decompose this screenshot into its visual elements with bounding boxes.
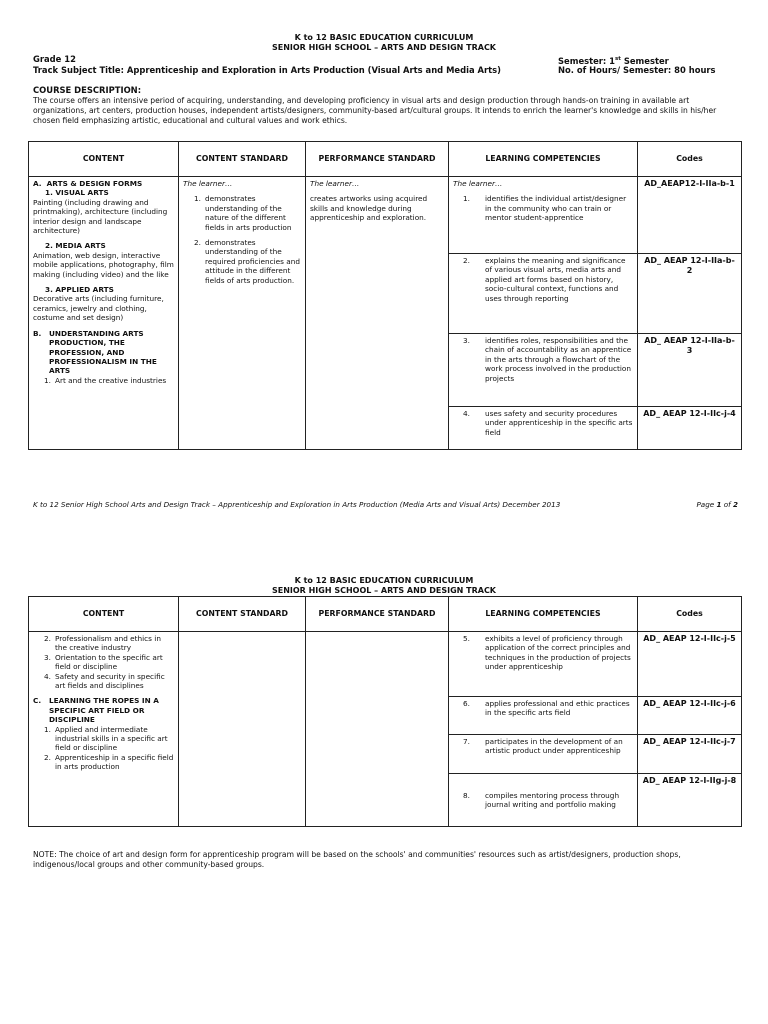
col-header-performance-standard: PERFORMANCE STANDARD xyxy=(306,142,449,177)
list-item: 1. demonstrates understanding of the nature of the different fields in arts production xyxy=(194,194,292,232)
competency-item: 6. applies professional and ethic practices in the specific arts field xyxy=(463,699,630,718)
code-cell: AD_ AEAP 12-I-IIg-j-8 xyxy=(638,774,742,827)
table-header-row xyxy=(29,142,742,177)
competency-item: 5. exhibits a level of proficiency through application of the correct principles and techniques in the production of projects under apprenticeship xyxy=(463,634,631,672)
performance-standard-cell xyxy=(306,177,449,450)
col-header-learning-competencies: LEARNING COMPETENCIES xyxy=(449,142,638,177)
applied-arts-text: Decorative arts (including furniture, ceramics, jewelry and clothing, costume and set design) xyxy=(33,294,164,323)
competency-cell xyxy=(449,774,638,827)
track-subject-title: Track Subject Title: Apprenticeship and Exploration in Arts Production (Visual Arts and Media Arts) xyxy=(33,65,501,75)
curriculum-header: K to 12 BASIC EDUCATION CURRICULUM xyxy=(294,33,474,42)
competency-cell xyxy=(449,697,638,735)
col-header-content: CONTENT xyxy=(29,142,179,177)
content-standard-cell xyxy=(179,177,306,450)
section-c-heading: C. LEARNING THE ROPES IN A SPECIFIC ART FIELD OR DISCIPLINE xyxy=(33,696,159,725)
col-header-performance-standard: PERFORMANCE STANDARD xyxy=(306,597,449,632)
competency-item: 7. participates in the development of an artistic product under apprenticeship xyxy=(463,737,623,756)
col-header-content-standard: CONTENT STANDARD xyxy=(179,142,306,177)
code-cell: AD_ AEAP 12-I-IIc-j-7 xyxy=(638,735,742,774)
section-b-heading: B. UNDERSTANDING ARTS PRODUCTION, THE PROFESSION, AND PROFESSIONALISM IN THE ARTS xyxy=(33,328,157,376)
competency-cell xyxy=(449,177,638,254)
code-cell: AD_ AEAP 12-I-IIa-b-2 xyxy=(638,254,742,334)
footer-text: K to 12 Senior High School Arts and Design Track – Apprenticeship and Exploration in Arts Production (Media Arts and Visual Arts) December 2013 xyxy=(33,500,561,509)
code-cell: AD_ AEAP 12-I-IIc-j-4 xyxy=(638,407,742,450)
code-cell: AD_AEAP12-I-IIa-b-1 xyxy=(638,177,742,254)
list-item: 2. demonstrates understanding of the required proficiencies and attitude in the different fields of arts production. xyxy=(194,238,300,285)
page-2 xyxy=(0,568,768,1024)
competency-cell xyxy=(449,334,638,407)
content-cell xyxy=(29,632,179,827)
list-item: 2. Professionalism and ethics in the creative industry xyxy=(44,634,161,653)
curriculum-header: K to 12 BASIC EDUCATION CURRICULUM xyxy=(294,576,474,585)
applied-arts-heading: 3. APPLIED ARTS xyxy=(45,285,114,295)
performance-standard-text: creates artworks using acquired skills and knowledge during apprenticeship and exploration. xyxy=(310,194,428,223)
page-gap xyxy=(0,530,768,568)
curriculum-table-page1 xyxy=(28,141,742,450)
page-number: Page 1 of 2 xyxy=(696,500,738,509)
media-arts-text: Animation, web design, interactive mobile applications, photography, film making (including video) and the like xyxy=(33,250,174,279)
table-row xyxy=(29,177,742,254)
col-header-learning-competencies: LEARNING COMPETENCIES xyxy=(449,597,638,632)
page-footer xyxy=(33,500,738,509)
col-header-content: CONTENT xyxy=(29,597,179,632)
course-description: The course offers an intensive period of acquiring, understanding, and developing proficiency in visual arts and design production through hands-on training in available art organizations, art centers, production houses, independent artists/designers, community-based art/cultural groups. It intends to enrich the learner's knowledge and skills in his/her chosen field emphasizing artistic, educational and cultural values and work ethics. xyxy=(33,96,717,125)
content-standard-lead: The learner… xyxy=(183,179,233,188)
curriculum-table-page2 xyxy=(28,596,742,827)
list-item: 1. Applied and intermediate industrial skills in a specific art field or discipline xyxy=(44,724,168,753)
media-arts-heading: 2. MEDIA ARTS xyxy=(45,241,106,251)
course-description-title: COURSE DESCRIPTION: xyxy=(33,85,142,95)
hours-label: No. of Hours/ Semester: 80 hours xyxy=(558,65,716,75)
apprenticeship-note: NOTE: The choice of art and design form for apprenticeship program will be based on the schools' and communities' resources such as artist/designers, production shops, indigenous/local groups and other community-based groups. xyxy=(33,850,681,869)
col-header-codes: Codes xyxy=(638,142,742,177)
competency-item: 3. identifies roles, responsibilities and the chain of accountability as an apprentice in the arts through a flowchart of the work process involved in the production projects xyxy=(463,336,632,383)
col-header-content-standard: CONTENT STANDARD xyxy=(179,597,306,632)
competency-cell xyxy=(449,735,638,774)
competency-item: 1. identifies the individual artist/designer in the community who can train or mentor student-apprentice xyxy=(463,194,627,223)
content-standard-cell xyxy=(179,632,306,827)
grade-label: Grade 12 xyxy=(33,54,76,64)
list-item: 3. Orientation to the specific art field or discipline xyxy=(44,652,163,672)
list-item: 4. Safety and security in specific art fields and disciplines xyxy=(44,671,165,691)
table-row xyxy=(29,632,742,697)
visual-arts-text: Painting (including drawing and printmaking), architecture (including interior design and landscape architecture) xyxy=(33,197,168,236)
list-item: 2. Apprenticeship in a specific field in arts production xyxy=(44,752,174,772)
code-cell: AD_ AEAP 12-I-IIc-j-5 xyxy=(638,632,742,697)
competency-cell xyxy=(449,407,638,450)
competency-item: 2. explains the meaning and significance of various visual arts, media arts and applied art forms based on history, socio-cultural context, functions and uses through reporting xyxy=(463,256,626,303)
competency-item: 8. compiles mentoring process through journal writing and portfolio making xyxy=(463,790,620,809)
col-header-codes: Codes xyxy=(638,597,742,632)
competency-cell xyxy=(449,632,638,697)
visual-arts-heading: 1. VISUAL ARTS xyxy=(45,188,109,198)
list-item: 1. Art and the creative industries xyxy=(44,375,167,385)
competency-item: 4. uses safety and security procedures under apprenticeship in the specific arts field xyxy=(463,409,633,437)
semester-label: Semester: 1st Semester xyxy=(558,55,669,66)
content-cell xyxy=(29,177,179,450)
code-cell: AD_ AEAP 12-I-IIc-j-6 xyxy=(638,697,742,735)
section-a-heading: A. ARTS & DESIGN FORMS xyxy=(33,179,143,188)
performance-standard-cell xyxy=(306,632,449,827)
track-header: SENIOR HIGH SCHOOL – ARTS AND DESIGN TRACK xyxy=(271,43,497,52)
table-header-row xyxy=(29,597,742,632)
code-cell: AD_ AEAP 12-I-IIa-b-3 xyxy=(638,334,742,407)
competency-cell xyxy=(449,254,638,334)
performance-standard-lead: The learner… xyxy=(310,179,360,188)
competency-lead: The learner… xyxy=(453,179,503,188)
track-header: SENIOR HIGH SCHOOL – ARTS AND DESIGN TRACK xyxy=(271,586,497,595)
